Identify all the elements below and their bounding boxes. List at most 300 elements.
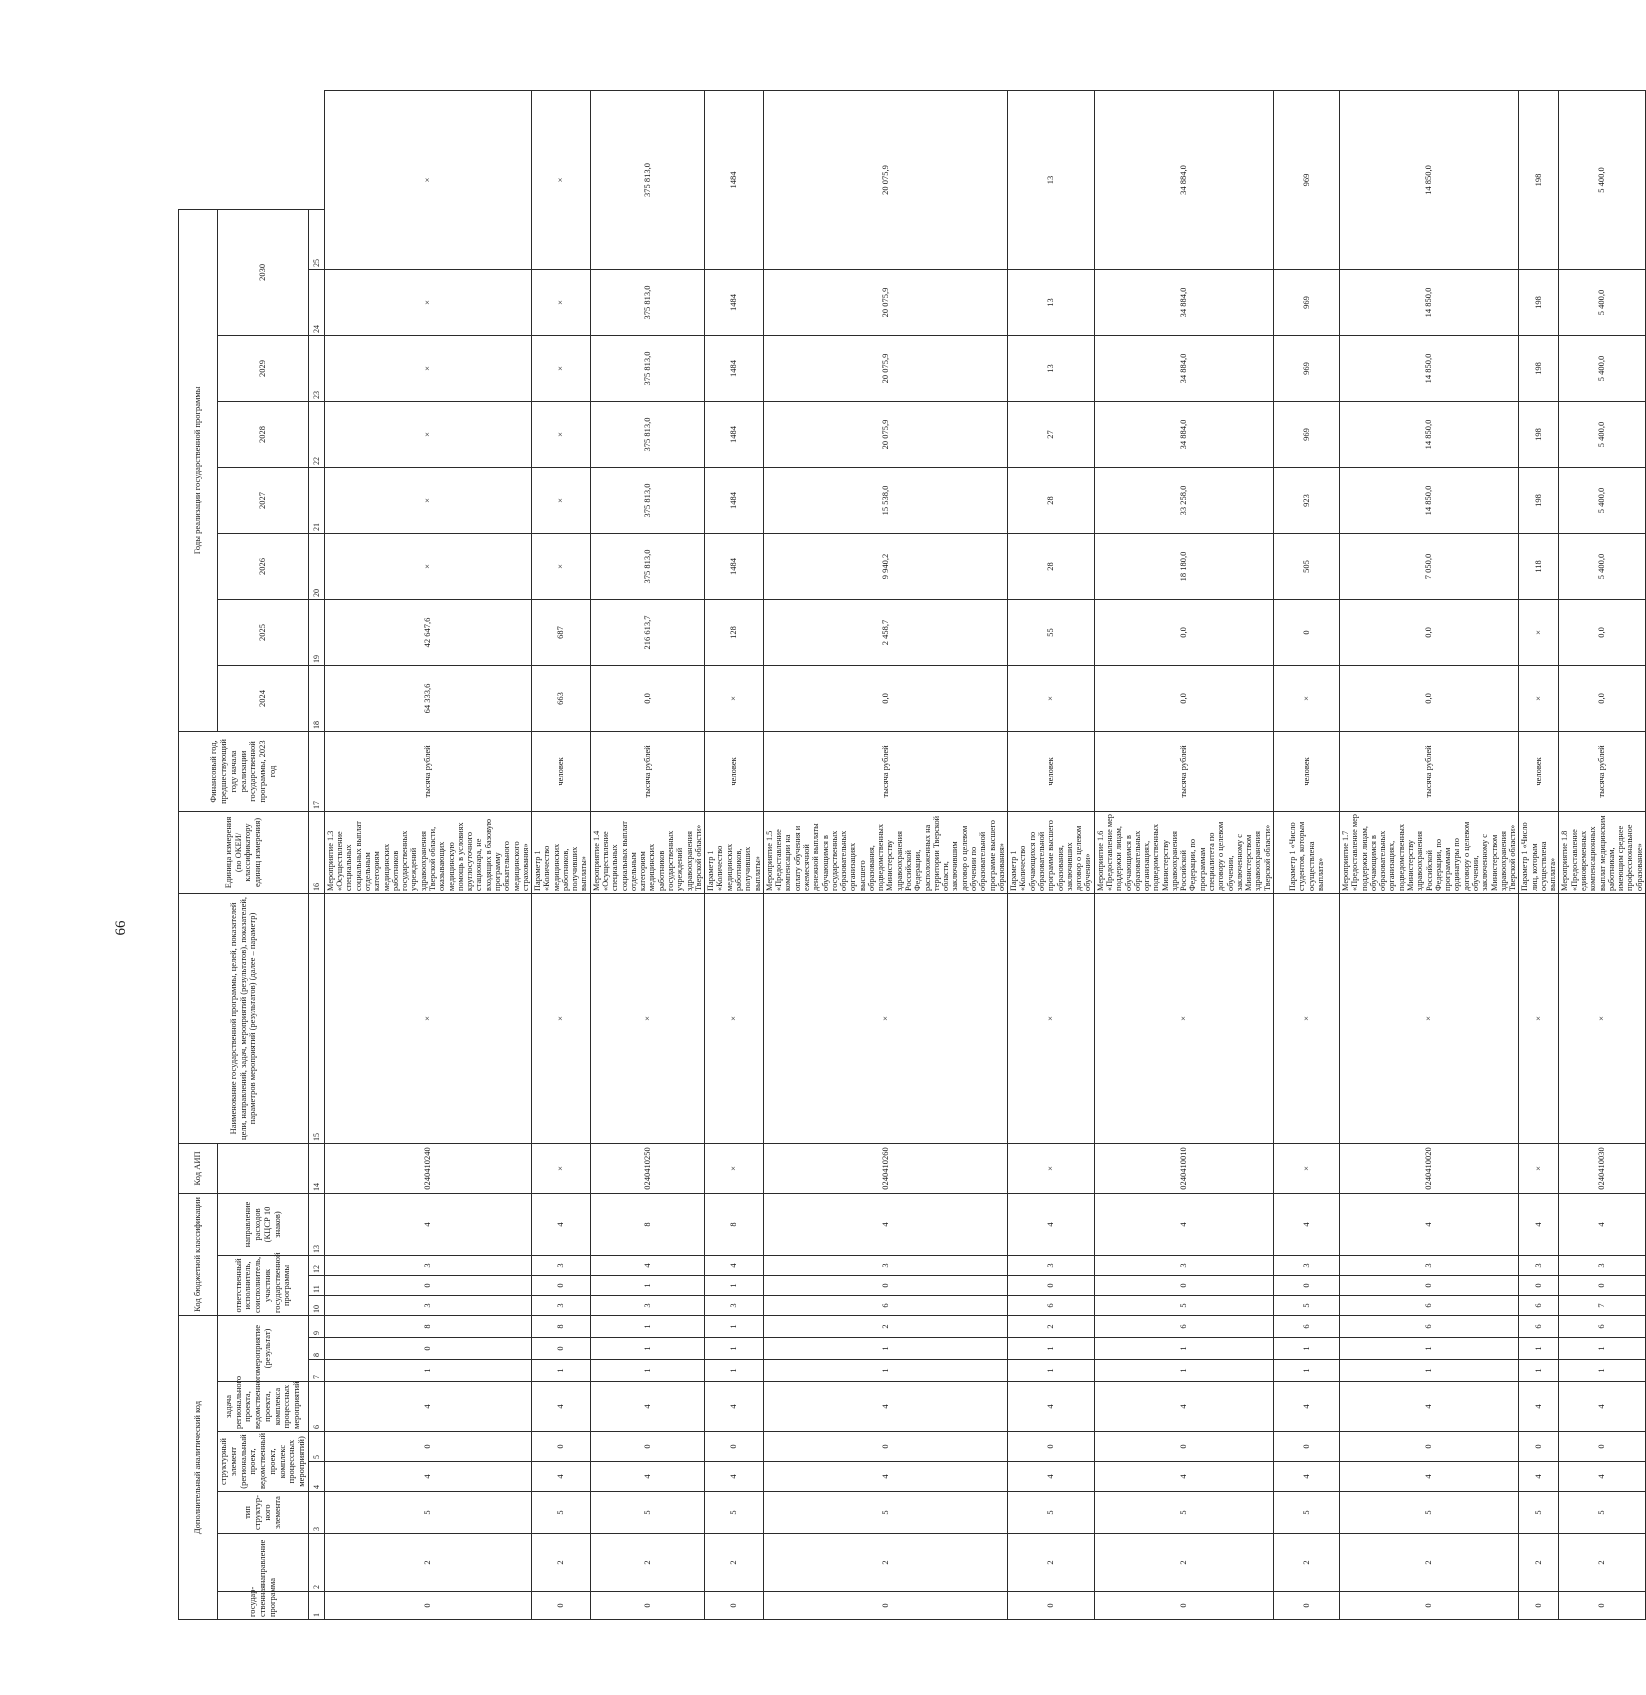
column-number: 3 <box>308 1492 324 1534</box>
code-cell: 4 <box>1008 1462 1095 1492</box>
code-cell: 4 <box>705 1255 764 1275</box>
code-cell: 1 <box>1559 1338 1646 1360</box>
code-cell: 5 <box>763 1492 1007 1534</box>
unit-cell: тысяча рублей <box>1094 731 1273 811</box>
code-cell: 3 <box>532 1255 591 1275</box>
budget-code-header: Код бюджетной классификации <box>179 1193 218 1315</box>
kaip-cell: × <box>1094 893 1273 1143</box>
code-cell: 6 <box>1340 1295 1519 1315</box>
year-value-cell: 55 <box>1008 599 1095 665</box>
year-value-cell: 118 <box>1519 533 1559 599</box>
description-cell: Мероприятие 1.4 «Осуществление специальных социальных выплат отдельным категориям медицинских работников государственных учреждений здравоохранения Тверской области» <box>590 811 704 893</box>
code-cell: 0 <box>1519 1592 1559 1620</box>
column-number: 15 <box>308 893 324 1143</box>
code-cell: 0 <box>705 1432 764 1462</box>
column-number: 8 <box>308 1338 324 1360</box>
year-value-cell: 13 <box>1008 91 1095 270</box>
code-cell: 0 <box>1559 1275 1646 1295</box>
code-cell: 0 <box>1094 1592 1273 1620</box>
code-cell: 4 <box>1519 1462 1559 1492</box>
kaip-cell: × <box>1340 893 1519 1143</box>
column-number: 2 <box>308 1534 324 1592</box>
base-year-header: Финансовый год, предшествующий году начала реализации государственной программы, 2023 год <box>179 731 309 811</box>
code-cell: 2 <box>705 1534 764 1592</box>
year-value-cell: 0,0 <box>1094 599 1273 665</box>
code-cell: 0 <box>705 1592 764 1620</box>
code-cell: 0 <box>1519 1275 1559 1295</box>
code-cell: 5 <box>1519 1492 1559 1534</box>
kaip-cell: × <box>532 893 591 1143</box>
table-row <box>532 91 591 1620</box>
column-number: 11 <box>308 1275 324 1295</box>
code-cell: 0 <box>590 1592 704 1620</box>
code-cell: 5 <box>1340 1492 1519 1534</box>
year-value-cell: 198 <box>1519 91 1559 270</box>
base-year-cell: × <box>1274 665 1340 731</box>
table-row <box>590 91 704 1620</box>
year-value-cell: 14 850,0 <box>1340 269 1519 335</box>
event-header: мероприятие (результат) <box>218 1315 309 1381</box>
year-value-cell: 375 813,0 <box>590 335 704 401</box>
program-header: государ-ственная программа <box>218 1592 309 1620</box>
unit-header: Единица измерения (по ОКЕИ/классификатору единиц измерения) <box>179 811 309 893</box>
code-cell: 3 <box>532 1295 591 1315</box>
code-cell: 1 <box>590 1338 704 1360</box>
year-value-cell: 2 458,7 <box>763 599 1007 665</box>
year-value-cell: 18 180,0 <box>1094 533 1273 599</box>
year-value-cell: 375 813,0 <box>590 269 704 335</box>
year-value-cell: 20 075,9 <box>763 401 1007 467</box>
column-number: 14 <box>308 1143 324 1193</box>
code-cell: 2 <box>532 1534 591 1592</box>
code-cell: 1 <box>1008 1338 1095 1360</box>
code-cell: 4 <box>1274 1193 1340 1255</box>
code-cell: 0 <box>1274 1275 1340 1295</box>
base-year-cell: 0,0 <box>1340 665 1519 731</box>
code-cell: 4 <box>532 1193 591 1255</box>
year-value-cell: 20 075,9 <box>763 335 1007 401</box>
year-value-cell: 1484 <box>705 533 764 599</box>
year-value-cell: 687 <box>532 599 591 665</box>
year-value-cell: 5 400,0 <box>1559 533 1646 599</box>
base-year-cell: 0,0 <box>1094 665 1273 731</box>
code-cell: 4 <box>1340 1193 1519 1255</box>
code-cell: 8 <box>705 1193 764 1255</box>
code-cell: 0 <box>590 1432 704 1462</box>
struct-type-header: тип структур-ного элемента <box>218 1492 309 1534</box>
unit-cell: тысяча рублей <box>1340 731 1519 811</box>
name-header: Наименование государственной программы, целей, показателей цели, направлений, задач, мероприятий (результатов), показателей, параметров мероприятий (результатов) (далее – параметр) <box>179 893 309 1143</box>
code-cell: 0 <box>1008 1275 1095 1295</box>
code-cell: 0 <box>1008 1432 1095 1462</box>
unit-cell: человек <box>705 731 764 811</box>
year-value-cell: 5 400,0 <box>1559 467 1646 533</box>
year-value-cell: 13 <box>1008 335 1095 401</box>
year-value-cell: × <box>532 335 591 401</box>
year-header-2026: 2026 <box>218 533 309 599</box>
code-cell: 4 <box>590 1382 704 1432</box>
year-header-2025: 2025 <box>218 599 309 665</box>
unit-cell: тысяча рублей <box>763 731 1007 811</box>
kaip-cell: × <box>324 893 531 1143</box>
expense-code-cell: 0240410240 <box>324 1143 531 1193</box>
code-cell: 5 <box>1274 1295 1340 1315</box>
year-value-cell: 28 <box>1008 533 1095 599</box>
description-cell: Мероприятие 1.8 «Предоставление единовременных компенсационных выплат медицинским работникам, имеющим среднее профессиональное образование» <box>1559 811 1646 893</box>
description-cell: Мероприятие 1.7 «Предоставление мер поддержки лицам, обучающимся в образовательных организациях, подведомственных Министерству здравоохранения Российской Федерации, по программам ординатуры по договору о целевом обучении, заключенному с Министерством здравоохранения Тверской области» <box>1340 811 1519 893</box>
expense-code-cell: × <box>1008 1143 1095 1193</box>
year-value-cell: × <box>532 401 591 467</box>
code-cell: 2 <box>763 1315 1007 1337</box>
code-cell: 4 <box>763 1382 1007 1432</box>
year-value-cell: × <box>324 335 531 401</box>
year-value-cell: 505 <box>1274 533 1340 599</box>
column-number: 25 <box>308 209 324 269</box>
year-value-cell: 15 538,0 <box>763 467 1007 533</box>
column-number: 18 <box>308 665 324 731</box>
code-cell: 1 <box>590 1315 704 1337</box>
code-cell: 1 <box>1094 1360 1273 1382</box>
code-cell: 1 <box>705 1275 764 1295</box>
description-cell: Мероприятие 1.5 «Предоставление компенсации на оплату обучения и ежемесячной денежной выплаты обучающимся в государственных образовательных организациях высшего образования, подведомственных Министерству здравоохранения Российской Федерации, расположенных на территории Тверской области, заключившим договор о целевом обучении по образовательной программе высшего образования» <box>763 811 1007 893</box>
code-cell: 2 <box>1008 1534 1095 1592</box>
code-cell: 0 <box>324 1432 531 1462</box>
code-cell: 4 <box>1274 1462 1340 1492</box>
year-value-cell: 216 613,7 <box>590 599 704 665</box>
admin-header: ответственный исполнитель, соисполнитель, участник государственной программы <box>218 1255 309 1315</box>
code-cell: 0 <box>532 1432 591 1462</box>
column-number: 13 <box>308 1193 324 1255</box>
year-value-cell: 969 <box>1274 269 1340 335</box>
unit-cell: человек <box>1519 731 1559 811</box>
kaip-cell: × <box>705 893 764 1143</box>
code-cell: 0 <box>1519 1432 1559 1462</box>
code-cell: 0 <box>763 1275 1007 1295</box>
code-cell: 3 <box>1519 1255 1559 1275</box>
code-cell: 4 <box>1559 1193 1646 1255</box>
direction-header: направление <box>218 1534 309 1592</box>
code-cell: 3 <box>1008 1255 1095 1275</box>
code-cell: 1 <box>590 1360 704 1382</box>
kaip-cell: × <box>1559 893 1646 1143</box>
code-cell: 3 <box>705 1295 764 1315</box>
code-cell: 4 <box>1340 1462 1519 1492</box>
year-value-cell: 14 850,0 <box>1340 401 1519 467</box>
year-value-cell: 923 <box>1274 467 1340 533</box>
year-header-2027: 2027 <box>218 467 309 533</box>
year-value-cell: 969 <box>1274 401 1340 467</box>
column-number: 17 <box>308 731 324 811</box>
table-row <box>1559 91 1646 1620</box>
code-cell: 5 <box>1094 1492 1273 1534</box>
code-cell: 0 <box>763 1592 1007 1620</box>
year-value-cell: 198 <box>1519 269 1559 335</box>
base-year-cell: × <box>1519 665 1559 731</box>
year-value-cell: 34 884,0 <box>1094 401 1273 467</box>
year-value-cell: 375 813,0 <box>590 91 704 270</box>
kaip-cell: × <box>590 893 704 1143</box>
table-row <box>1008 91 1095 1620</box>
code-cell: 3 <box>590 1295 704 1315</box>
unit-cell: тысяча рублей <box>590 731 704 811</box>
code-cell: 0 <box>324 1592 531 1620</box>
code-cell: 4 <box>324 1462 531 1492</box>
code-cell: 4 <box>1559 1462 1646 1492</box>
code-cell: 1 <box>1519 1360 1559 1382</box>
code-cell: 4 <box>532 1462 591 1492</box>
year-value-cell: 34 884,0 <box>1094 269 1273 335</box>
code-cell: 0 <box>1094 1432 1273 1462</box>
code-cell: 3 <box>324 1255 531 1275</box>
year-value-cell: 34 884,0 <box>1094 91 1273 270</box>
table-row <box>324 91 531 1620</box>
code-cell: 4 <box>1340 1382 1519 1432</box>
code-cell: 2 <box>1559 1534 1646 1592</box>
column-number: 7 <box>308 1360 324 1382</box>
base-year-cell: 0,0 <box>763 665 1007 731</box>
code-cell: 4 <box>1094 1462 1273 1492</box>
column-number: 1 <box>308 1592 324 1620</box>
year-header-2024: 2024 <box>218 665 309 731</box>
code-cell: 2 <box>1340 1534 1519 1592</box>
code-cell: 2 <box>1274 1534 1340 1592</box>
column-number: 20 <box>308 533 324 599</box>
year-value-cell: 5 400,0 <box>1559 401 1646 467</box>
code-cell: 6 <box>1559 1315 1646 1337</box>
year-value-cell: × <box>324 91 531 270</box>
year-value-cell: 5 400,0 <box>1559 335 1646 401</box>
year-header-2030: 2030 <box>218 209 309 335</box>
code-cell: 3 <box>1340 1255 1519 1275</box>
program-table <box>178 90 1646 1620</box>
year-value-cell: 375 813,0 <box>590 467 704 533</box>
code-cell: 1 <box>1559 1360 1646 1382</box>
code-cell: 5 <box>1094 1295 1273 1315</box>
code-cell: 1 <box>1008 1360 1095 1382</box>
code-cell: 8 <box>532 1315 591 1337</box>
code-cell: 6 <box>1094 1315 1273 1337</box>
code-cell: 1 <box>763 1360 1007 1382</box>
year-value-cell: 375 813,0 <box>590 533 704 599</box>
expense-code-cell: 0240410010 <box>1094 1143 1273 1193</box>
description-cell: Параметр 1 «Количество обучающихся по образовательной программе высшего образования, заключивших договор о целевом обучении» <box>1008 811 1095 893</box>
year-value-cell: 5 400,0 <box>1559 91 1646 270</box>
unit-cell: тысяча рублей <box>1559 731 1646 811</box>
column-number: 23 <box>308 335 324 401</box>
column-number: 19 <box>308 599 324 665</box>
code-cell: 4 <box>1559 1382 1646 1432</box>
expense-code-cell: × <box>1274 1143 1340 1193</box>
code-cell: 6 <box>1008 1295 1095 1315</box>
year-value-cell: 375 813,0 <box>590 401 704 467</box>
code-cell: 2 <box>590 1534 704 1592</box>
year-value-cell: 20 075,9 <box>763 91 1007 270</box>
kaip-header: Код АИП <box>179 1143 218 1193</box>
years-title-header: Годы реализации государственной программы <box>179 209 218 731</box>
description-cell: Параметр 1 «Количество медицинских работников, получивших выплаты» <box>532 811 591 893</box>
code-cell: 4 <box>1274 1382 1340 1432</box>
code-cell: 4 <box>1519 1193 1559 1255</box>
code-cell: 5 <box>590 1492 704 1534</box>
code-cell: 3 <box>763 1255 1007 1275</box>
code-cell: 4 <box>1008 1382 1095 1432</box>
code-cell: 1 <box>532 1360 591 1382</box>
year-value-cell: 1484 <box>705 335 764 401</box>
unit-cell: человек <box>532 731 591 811</box>
year-value-cell: × <box>532 533 591 599</box>
kaip-cell: × <box>1519 893 1559 1143</box>
year-value-cell: × <box>532 269 591 335</box>
code-cell: 0 <box>763 1432 1007 1462</box>
code-cell: 1 <box>590 1275 704 1295</box>
base-year-cell: 0,0 <box>1559 665 1646 731</box>
table-row <box>1340 91 1519 1620</box>
struct-element-header: структурный элемент (региональный проект, ведомственный проект, комплекс процессных мероприятий) <box>218 1432 309 1492</box>
code-cell: 3 <box>1274 1255 1340 1275</box>
kaip-cell: × <box>763 893 1007 1143</box>
code-cell: 5 <box>324 1492 531 1534</box>
code-cell: 4 <box>763 1193 1007 1255</box>
code-cell: 0 <box>1274 1432 1340 1462</box>
column-number: 22 <box>308 401 324 467</box>
year-value-cell: 14 850,0 <box>1340 335 1519 401</box>
code-cell: 4 <box>1094 1382 1273 1432</box>
code-cell: 8 <box>590 1193 704 1255</box>
column-number: 6 <box>308 1382 324 1432</box>
unit-cell: тысяча рублей <box>324 731 531 811</box>
code-cell: 0 <box>1008 1592 1095 1620</box>
base-year-cell: × <box>1008 665 1095 731</box>
year-value-cell: 28 <box>1008 467 1095 533</box>
code-cell: 0 <box>1094 1275 1273 1295</box>
code-cell: 1 <box>1340 1360 1519 1382</box>
code-cell: 0 <box>1340 1275 1519 1295</box>
column-number-row <box>308 91 324 1620</box>
year-value-cell: 20 075,9 <box>763 269 1007 335</box>
code-cell: 1 <box>1094 1338 1273 1360</box>
code-cell: 1 <box>1340 1338 1519 1360</box>
code-cell: 4 <box>1519 1382 1559 1432</box>
description-cell: Параметр 1 «Количество медицинских работников, получивших выплаты» <box>705 811 764 893</box>
code-cell: 1 <box>705 1315 764 1337</box>
year-value-cell: × <box>324 467 531 533</box>
code-cell: 1 <box>1274 1338 1340 1360</box>
year-value-cell: 1484 <box>705 269 764 335</box>
year-value-cell: 5 400,0 <box>1559 269 1646 335</box>
year-value-cell: 42 647,6 <box>324 599 531 665</box>
code-cell: 0 <box>532 1275 591 1295</box>
year-value-cell: 0,0 <box>1340 599 1519 665</box>
code-cell: 7 <box>1559 1295 1646 1315</box>
code-cell: 5 <box>532 1492 591 1534</box>
column-number: 4 <box>308 1462 324 1492</box>
code-cell: 1 <box>1274 1360 1340 1382</box>
year-value-cell: 27 <box>1008 401 1095 467</box>
year-value-cell: 1484 <box>705 467 764 533</box>
expense-code-cell: × <box>1519 1143 1559 1193</box>
code-cell: 4 <box>590 1462 704 1492</box>
code-cell: 4 <box>705 1382 764 1432</box>
expense-code-cell: 0240410260 <box>763 1143 1007 1193</box>
code-cell: 4 <box>763 1462 1007 1492</box>
code-cell: 4 <box>1008 1193 1095 1255</box>
year-value-cell: 0 <box>1274 599 1340 665</box>
code-cell: 0 <box>1340 1592 1519 1620</box>
code-cell: 6 <box>763 1295 1007 1315</box>
table-body <box>324 91 1645 1620</box>
code-cell: 1 <box>1519 1338 1559 1360</box>
column-number: 10 <box>308 1295 324 1315</box>
column-number: 9 <box>308 1315 324 1337</box>
base-year-cell: 0,0 <box>590 665 704 731</box>
table-row <box>705 91 764 1620</box>
code-cell: 1 <box>324 1360 531 1382</box>
code-cell: 1 <box>705 1338 764 1360</box>
year-header-2029: 2029 <box>218 335 309 401</box>
year-value-cell: 7 050,0 <box>1340 533 1519 599</box>
year-value-cell: × <box>324 533 531 599</box>
year-value-cell: 34 884,0 <box>1094 335 1273 401</box>
year-value-cell: 0,0 <box>1559 599 1646 665</box>
year-value-cell: 14 850,0 <box>1340 91 1519 270</box>
code-cell: 0 <box>324 1338 531 1360</box>
code-cell: 3 <box>324 1295 531 1315</box>
year-value-cell: 198 <box>1519 335 1559 401</box>
code-cell: 1 <box>705 1360 764 1382</box>
year-value-cell: 13 <box>1008 269 1095 335</box>
base-year-cell: 663 <box>532 665 591 731</box>
code-cell: 3 <box>1559 1255 1646 1275</box>
code-cell: 5 <box>705 1492 764 1534</box>
column-number: 12 <box>308 1255 324 1275</box>
code-cell: 6 <box>1340 1315 1519 1337</box>
description-cell: Параметр 1 «Число лиц, которым осуществлена выплата» <box>1519 811 1559 893</box>
code-cell: 4 <box>324 1382 531 1432</box>
code-cell: 6 <box>1519 1315 1559 1337</box>
table-row <box>763 91 1007 1620</box>
table-row <box>1274 91 1340 1620</box>
code-cell: 2 <box>1008 1315 1095 1337</box>
code-cell: 0 <box>1559 1432 1646 1462</box>
code-cell: 4 <box>705 1462 764 1492</box>
column-number: 5 <box>308 1432 324 1462</box>
year-value-cell: 969 <box>1274 91 1340 270</box>
year-value-cell: 33 258,0 <box>1094 467 1273 533</box>
year-value-cell: 128 <box>705 599 764 665</box>
column-number: 24 <box>308 269 324 335</box>
code-cell: 0 <box>532 1592 591 1620</box>
code-cell: 8 <box>324 1315 531 1337</box>
year-value-cell: × <box>532 467 591 533</box>
unit-cell: человек <box>1274 731 1340 811</box>
code-cell: 5 <box>1008 1492 1095 1534</box>
base-year-cell: × <box>705 665 764 731</box>
year-header-2028: 2028 <box>218 401 309 467</box>
page-number: 66 <box>113 920 129 936</box>
expense-code-cell: × <box>705 1143 764 1193</box>
year-value-cell: × <box>532 91 591 270</box>
code-cell: 0 <box>1274 1592 1340 1620</box>
code-cell: 6 <box>1519 1295 1559 1315</box>
description-cell: Мероприятие 1.6 «Предоставление мер поддержки лицам, обучающимся в образовательных организациях, подведомственных Министерству здравоохранения Российской Федерации, по программам специалитета по договору о целевом обучении, заключенному с Министерством здравоохранения Тверской области» <box>1094 811 1273 893</box>
rotated-table-sheet <box>178 90 1644 1620</box>
code-cell: 1 <box>763 1338 1007 1360</box>
year-value-cell: 9 940,2 <box>763 533 1007 599</box>
year-value-cell: × <box>1519 599 1559 665</box>
code-cell: 0 <box>324 1275 531 1295</box>
code-cell: 6 <box>1274 1315 1340 1337</box>
year-value-cell: 14 850,0 <box>1340 467 1519 533</box>
